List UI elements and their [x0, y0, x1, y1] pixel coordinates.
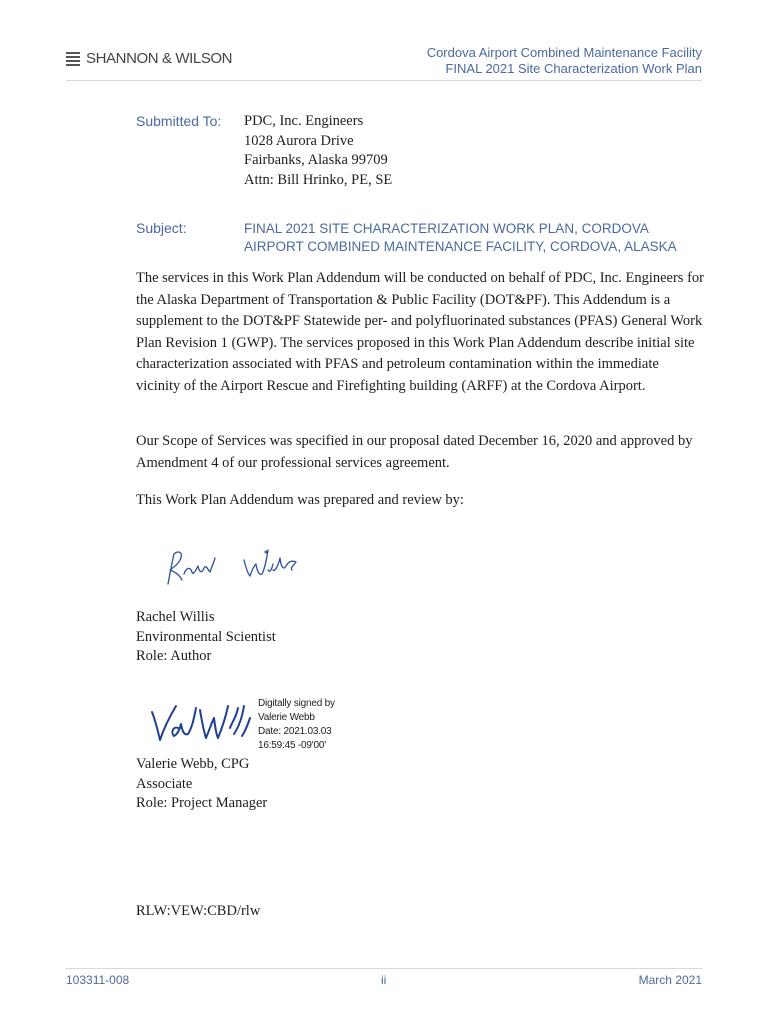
signatory-name: Valerie Webb, CPG [136, 756, 250, 772]
subject-line: AIRPORT COMBINED MAINTENANCE FACILITY, CORDOVA, ALASKA [244, 239, 677, 254]
footer-page-number: ii [381, 973, 387, 987]
footer-divider [66, 968, 702, 969]
header-divider [66, 80, 702, 81]
logo-text: SHANNON & WILSON [86, 50, 233, 67]
subject-label: Subject: [136, 220, 187, 236]
subject-text [244, 220, 677, 256]
digital-signature-line: 16:59:45 -09'00' [258, 740, 326, 751]
recipient-address [244, 112, 392, 191]
header-title-line-2: FINAL 2021 Site Characterization Work Plan [445, 61, 702, 76]
body-paragraph-3: This Work Plan Addendum was prepared and review by: [136, 492, 464, 508]
digital-signature-stamp [258, 697, 335, 753]
address-line: Attn: Bill Hrinko, PE, SE [244, 172, 393, 189]
body-paragraph-2: Our Scope of Services was specified in our proposal dated December 16, 2020 and approved by Amendment 4 of our professional services agreement. [136, 433, 693, 471]
signatory-role: Role: Project Manager [136, 795, 268, 812]
signatory-1-block [136, 608, 276, 667]
valerie-webb-signature [148, 698, 260, 748]
digital-signature-line: Date: 2021.03.03 [258, 726, 332, 737]
signatory-title: Environmental Scientist [136, 628, 276, 645]
rachel-willis-signature [160, 540, 310, 590]
signatory-title: Associate [136, 775, 193, 792]
footer-date: March 2021 [638, 973, 702, 987]
header-title-line-1: Cordova Airport Combined Maintenance Facility [426, 45, 702, 60]
body-paragraph-1: The services in this Work Plan Addendum will be conducted on behalf of PDC, Inc. Engineers for the Alaska Department of Transportation & Public Facility (DOT&PF). This Addendum is a supplement to the DOT&PF Statewide per- and polyfluorinated substances (PFAS) General Work Plan Revision 1 (GWP). The services proposed in this Work Plan Addendum describe initial site characterization associated with PFAS and petroleum contamination within the immediate vicinity of the Airport Rescue and Firefighting building (ARFF) at the Cordova Airport. [136, 270, 704, 394]
address-line: 1028 Aurora Drive [244, 132, 354, 149]
signatory-role: Role: Author [136, 648, 212, 665]
address-line: PDC, Inc. Engineers [244, 113, 364, 129]
digital-signature-line: Valerie Webb [258, 712, 315, 723]
submitted-to-label: Submitted To: [136, 113, 222, 129]
reference-initials: RLW:VEW:CBD/rlw [136, 903, 261, 919]
digital-signature-line: Digitally signed by [258, 698, 335, 709]
logo-mark-icon [66, 52, 80, 66]
footer-project-number: 103311-008 [66, 973, 130, 987]
address-line: Fairbanks, Alaska 99709 [244, 152, 388, 169]
signatory-name: Rachel Willis [136, 609, 215, 625]
subject-line: FINAL 2021 SITE CHARACTERIZATION WORK PLAN, CORDOVA [244, 221, 649, 236]
signatory-2-block [136, 755, 267, 814]
document-header-title [427, 45, 702, 77]
company-logo [66, 50, 232, 67]
